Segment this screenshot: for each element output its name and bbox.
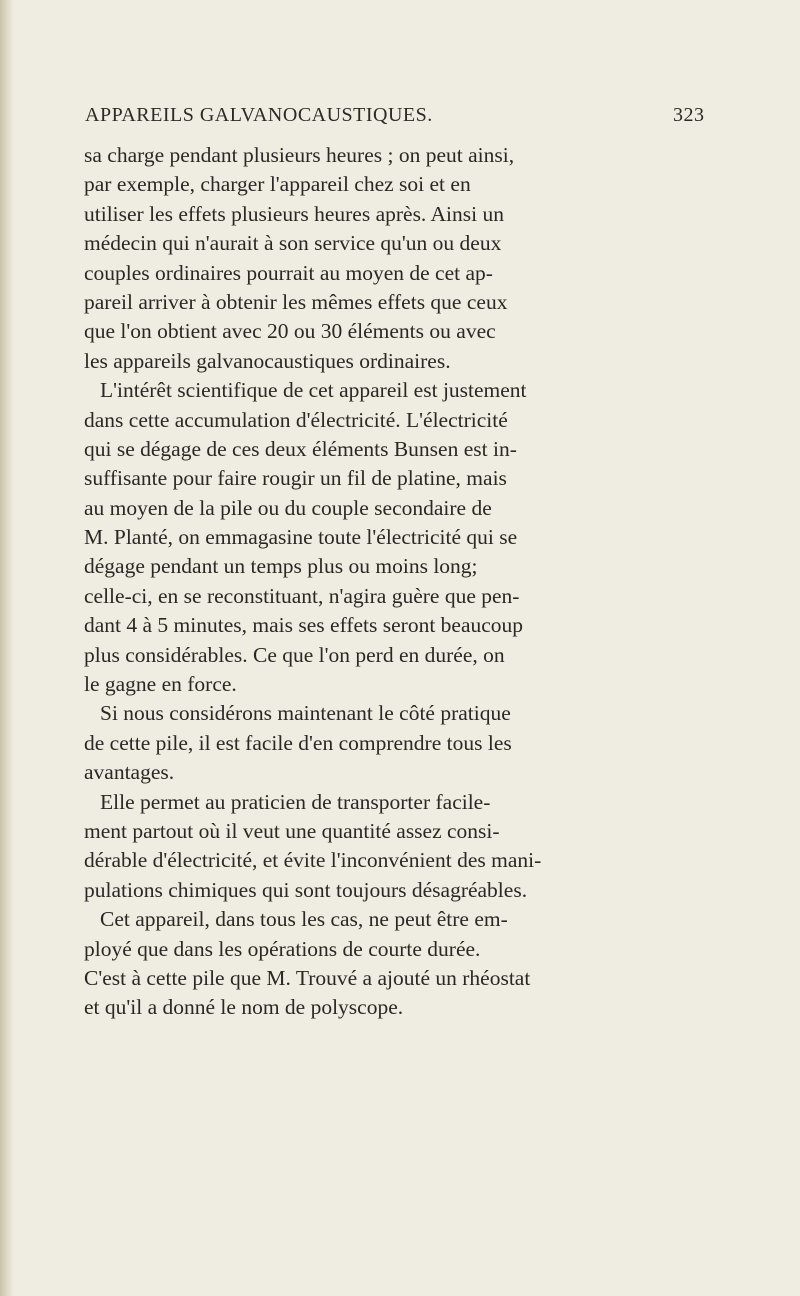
text-line: par exemple, charger l'appareil chez soi et en bbox=[84, 172, 471, 197]
page-header bbox=[85, 104, 725, 134]
text-line: les appareils galvanocaustiques ordinaires. bbox=[84, 348, 451, 373]
paragraph-first-line: Elle permet au praticien de transporter facile- bbox=[100, 789, 491, 814]
page-number: 323 bbox=[673, 104, 705, 126]
paragraph-first-line: Cet appareil, dans tous les cas, ne peut être em- bbox=[100, 907, 508, 932]
text-line: au moyen de la pile ou du couple secondaire de bbox=[84, 495, 492, 520]
text-line: et qu'il a donné le nom de polyscope. bbox=[84, 995, 404, 1020]
text-line: couples ordinaires pourrait au moyen de cet ap- bbox=[84, 260, 493, 285]
text-line: médecin qui n'aurait à son service qu'un ou deux bbox=[84, 231, 502, 256]
text-line: pareil arriver à obtenir les mêmes effets que ceux bbox=[84, 289, 508, 314]
text-line: plus considérables. Ce que l'on perd en durée, on bbox=[84, 642, 505, 667]
text-line: sa charge pendant plusieurs heures ; on peut ainsi, bbox=[84, 143, 515, 167]
text-line: pulations chimiques qui sont toujours désagréables. bbox=[84, 877, 528, 902]
text-line: avantages. bbox=[84, 760, 175, 785]
text-line: dérable d'électricité, et évite l'inconvénient des mani- bbox=[84, 848, 542, 873]
text-line: suffisante pour faire rougir un fil de platine, mais bbox=[84, 466, 507, 491]
text-line: ment partout où il veut une quantité assez consi- bbox=[84, 818, 500, 843]
page-gutter-shadow bbox=[0, 0, 14, 1296]
body-text bbox=[84, 141, 734, 1023]
text-line: ployé que dans les opérations de courte durée. bbox=[84, 936, 481, 961]
paragraph-first-line: Si nous considérons maintenant le côté pratique bbox=[100, 701, 511, 726]
text-line: le gagne en force. bbox=[84, 672, 237, 697]
text-line: qui se dégage de ces deux éléments Bunsen est in- bbox=[84, 436, 517, 461]
paragraph-first-line: L'intérêt scientifique de cet appareil est justement bbox=[100, 378, 527, 403]
text-line: dant 4 à 5 minutes, mais ses effets seront beaucoup bbox=[84, 613, 524, 638]
text-line: C'est à cette pile que M. Trouvé a ajouté un rhéostat bbox=[84, 965, 531, 990]
text-line: dégage pendant un temps plus ou moins long; bbox=[84, 554, 478, 579]
text-line: utiliser les effets plusieurs heures après. Ainsi un bbox=[84, 201, 504, 226]
text-line: M. Planté, on emmagasine toute l'électricité qui se bbox=[84, 525, 518, 550]
text-line: de cette pile, il est facile d'en comprendre tous les bbox=[84, 730, 512, 755]
running-head: APPAREILS GALVANOCAUSTIQUES. bbox=[85, 104, 433, 126]
text-line: celle-ci, en se reconstituant, n'agira guère que pen- bbox=[84, 583, 520, 608]
text-line: que l'on obtient avec 20 ou 30 éléments ou avec bbox=[84, 319, 496, 344]
text-line: dans cette accumulation d'électricité. L'électricité bbox=[84, 407, 508, 432]
